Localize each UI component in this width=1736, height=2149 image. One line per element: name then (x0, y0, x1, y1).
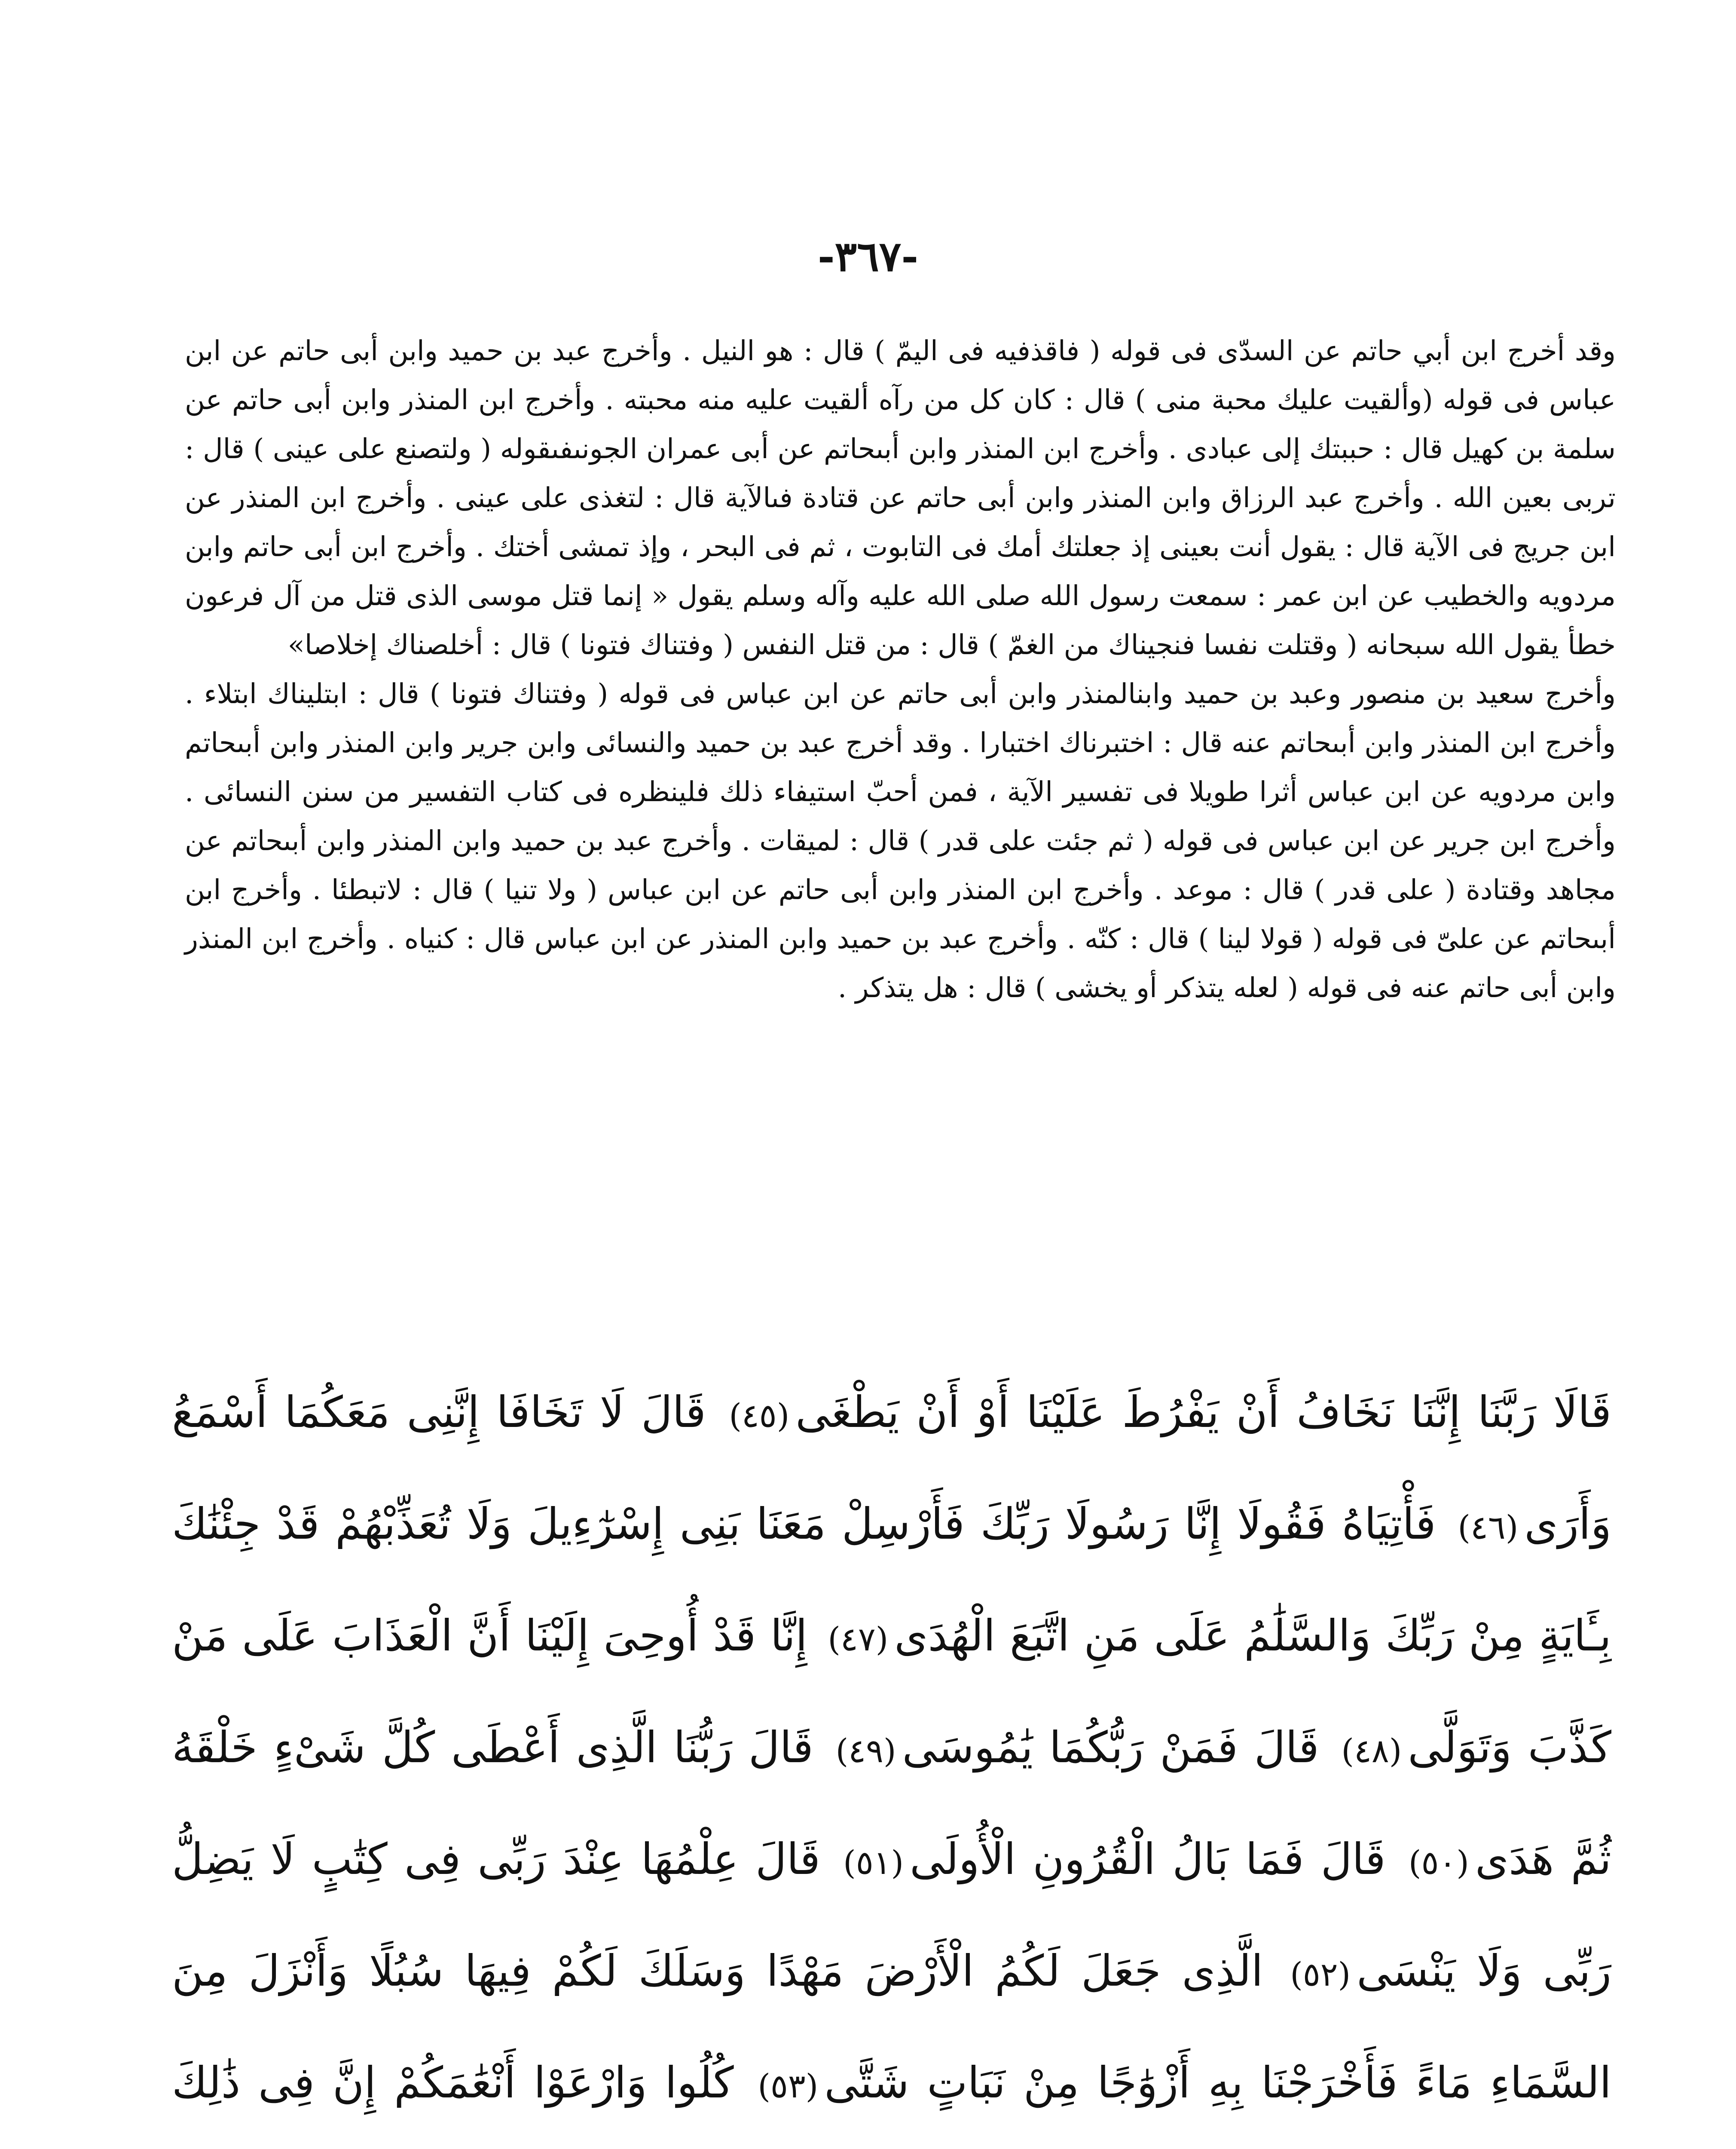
ayah-number: (٤٩) (835, 1732, 896, 1770)
ayah-text: قَالَ عِلْمُهَا عِنْدَ رَبِّى فِى كِتَٰبٍ لَا يَضِلُّ رَبِّى وَلَا يَنْسَى (172, 1834, 1612, 1996)
ayah-text: قَالَ فَمَا بَالُ الْقُرُونِ الْأُولَى (910, 1834, 1386, 1884)
ayah-text: الَّذِى جَعَلَ لَكُمُ الْأَرْضَ مَهْدًا وَسَلَكَ لَكُمْ فِيهَا سُبُلًا وَأَنْزَلَ مِنَ السَّمَاءِ مَاءً فَأَخْرَجْنَا بِهِ أَزْوَٰجًا مِنْ نَبَاتٍ شَتَّى (172, 1946, 1611, 2108)
ayah-number: (٥٢) (1290, 1955, 1351, 1993)
quran-verses (172, 1358, 1611, 2149)
ayah-text: قَالَا رَبَّنَا إِنَّنَا نَخَافُ أَنْ يَفْرُطَ عَلَيْنَا أَوْ أَنْ يَطْغَى (795, 1387, 1612, 1437)
ayah-number: (٥٠) (1408, 1843, 1469, 1882)
ayah (723, 1387, 1611, 1437)
commentary-block (185, 327, 1616, 1013)
ayah (830, 1722, 1319, 1772)
ayah-number: (٤٧) (828, 1620, 889, 1658)
ayah-number: (٤٦) (1458, 1508, 1519, 1546)
commentary-paragraph: وأخرج سعيد بن منصور وعبد بن حميد وابنالمنذر وابن أبى حاتم عن ابن عباس فى قوله ( وفتناك فتونا ) قال : ابتليناك ابتلاء . وأخرج ابن المنذر وابن أبىحاتم عنه قال : اختبرناك اختبارا . وقد أخرج عبد بن حميد والنسائى وابن جرير وابن المنذر وابن أبىحاتم وابن مردويه عن ابن عباس أثرا طويلا فى تفسير الآية ، فمن أحبّ استيفاء ذلك فلينظره فى كتاب التفسير من سنن النسائى . وأخرج ابن جرير عن ابن عباس فى قوله ( ثم جئت على قدر ) قال : لميقات . وأخرج عبد بن حميد وابن المنذر وابن أبىحاتم عن مجاهد وقتادة ( على قدر ) قال : موعد . وأخرج ابن المنذر وابن أبى حاتم عن ابن عباس ( ولا تنيا ) قال : لاتبطئا . وأخرج ابن أبىحاتم عن علىّ فى قوله ( قولا لينا ) قال : كنّه . وأخرج عبد بن حميد وابن المنذر عن ابن عباس قال : كنياه . وأخرج ابن المنذر وابن أبى حاتم عنه فى قوله ( لعله يتذكر أو يخشى ) قال : هل يتذكر . (185, 678, 1616, 1004)
commentary-paragraph: وقد أخرج ابن أبي حاتم عن السدّى فى قوله ( فاقذفيه فى اليمّ ) قال : هو النيل . وأخرج عبد بن حميد وابن أبى حاتم عن ابن عباس فى قوله (وألقيت عليك محبة منى ) قال : كان كل من رآه ألقيت عليه منه محبته . وأخرج ابن المنذر وابن أبى حاتم عن سلمة بن كهيل قال : حببتك إلى عبادى . وأخرج ابن المنذر وابن أبىحاتم عن أبى عمران الجونىفىقوله ( ولتصنع على عينى ) قال : تربى بعين الله . وأخرج عبد الرزاق وابن المنذر وابن أبى حاتم عن قتادة فىالآية قال : لتغذى على عينى . وأخرج ابن المنذر عن ابن جريج فى الآية قال : يقول أنت بعينى إذ جعلتك أمك فى التابوت ، ثم فى البحر ، وإذ تمشى أختك . وأخرج ابن أبى حاتم وابن مردويه والخطيب عن ابن عمر : سمعت رسول الله صلى الله عليه وآله وسلم يقول « إنما قتل موسى الذى قتل من آل فرعون خطأ يقول الله سبحانه ( وقتلت نفسا فنجيناك من الغمّ ) قال : من قتل النفس ( وفتناك فتونا ) قال : أخلصناك إخلاصا» (185, 335, 1616, 661)
ayah-number: (٥١) (843, 1843, 904, 1882)
ayah-text: قَالَ رَبُّنَا الَّذِى أَعْطَى كُلَّ شَىْءٍ خَلْقَهُ ثُمَّ هَدَى (172, 1722, 1611, 1884)
ayah-text: إِنَّا قَدْ أُوحِىَ إِلَيْنَا أَنَّ الْعَذَابَ عَلَى مَنْ كَذَّبَ وَتَوَلَّى (172, 1610, 1611, 1772)
ayah-number: (٥٣) (758, 2067, 819, 2105)
ayah-number: (٤٥) (729, 1396, 790, 1435)
ayah-text: كُلُوا وَارْعَوْا أَنْعَٰمَكُمْ إِنَّ فِى ذَٰلِكَ (172, 2057, 734, 2108)
ayah (837, 1834, 1386, 1884)
ayah-number: (٤٨) (1341, 1732, 1402, 1770)
ayah-text: قَالَ لَا تَخَافَا إِنَّنِى مَعَكُمَا أَسْمَعُ وَأَرَى (172, 1387, 1611, 1549)
page-number: -٣٦٧- (817, 232, 919, 281)
quran-text-block (172, 1358, 1611, 2149)
ayah-text: قَالَ فَمَنْ رَبُّكُمَا يَٰمُوسَى (902, 1722, 1319, 1772)
ayah-text: فَأْتِيَاهُ فَقُولَا إِنَّا رَسُولَا رَبِّكَ فَأَرْسِلْ مَعَنَا بَنِى إِسْرٰٓءِيلَ وَلَا تُعَذِّبْهُمْ قَدْ جِئْنَٰكَ بِـَٔايَةٍ مِنْ رَبِّكَ وَالسَّلَٰمُ عَلَى مَنِ اتَّبَعَ الْهُدَى (172, 1499, 1612, 1661)
